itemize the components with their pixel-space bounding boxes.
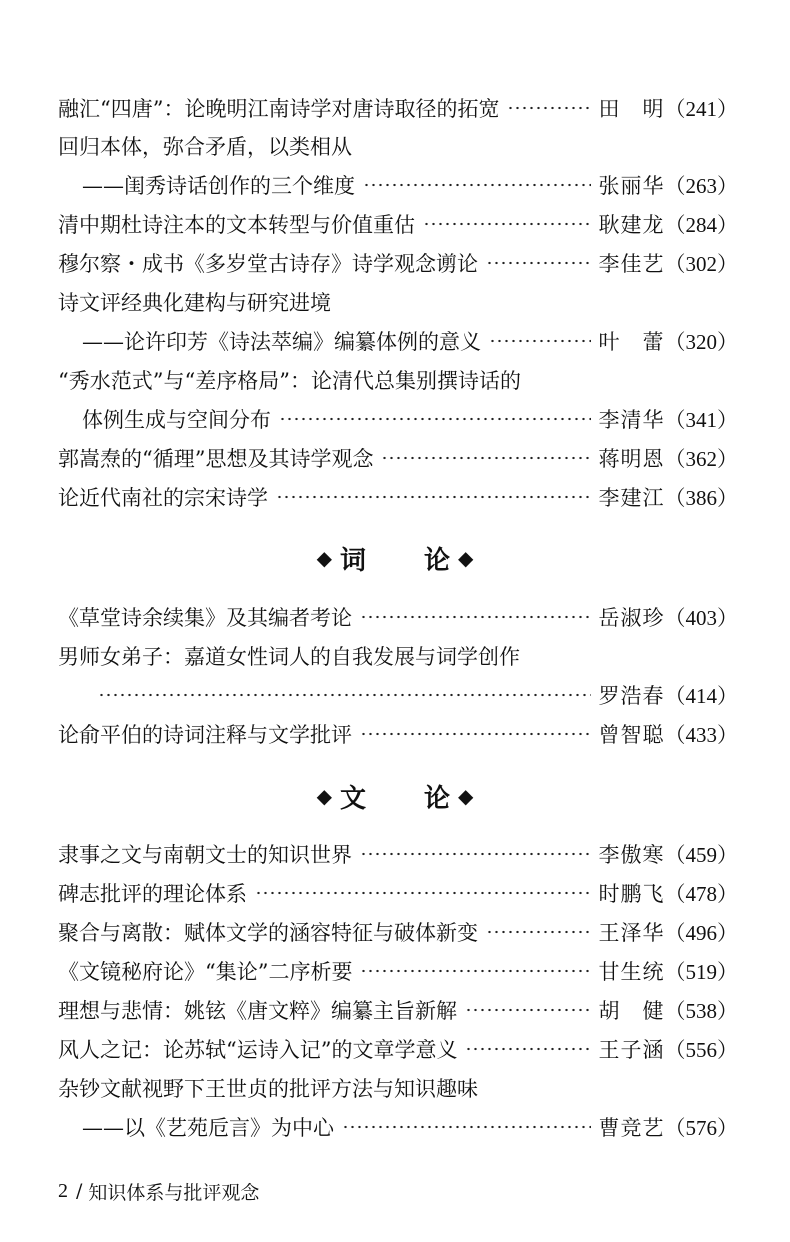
entry-title: 回归本体，弥合矛盾，以类相从 [58,135,352,159]
dot-leader [465,1047,590,1051]
entry-page: （241） [664,97,738,121]
toc-entry[interactable] [58,479,738,515]
toc-entry[interactable] [58,992,738,1028]
entry-page: （496） [664,921,738,945]
toc-entry[interactable] [82,323,738,359]
entry-title: “秀水范式”与“差序格局”：论清代总集别撰诗话的 [58,369,521,393]
diamond-icon: ◆ [458,546,474,570]
dot-leader [507,106,590,110]
entry-subtitle: ——以《艺苑卮言》为中心 [82,1116,334,1140]
entry-author: 岳淑珍 [598,606,665,630]
entry-author: 李清华 [598,408,665,432]
footer-page-number: 2 [58,1179,68,1202]
toc-entry[interactable] [58,599,738,635]
entry-page: （341） [664,408,738,432]
entry-page: （284） [664,213,738,237]
dot-leader [486,930,591,934]
dot-leader [98,693,591,697]
toc-entry[interactable] [82,1109,738,1145]
entry-page: （263） [664,174,738,198]
toc-entry[interactable] [58,206,738,242]
section-heading-ci [0,536,790,580]
entry-page: （538） [664,999,738,1023]
entry-title: 论俞平伯的诗词注释与文学批评 [58,723,352,747]
entry-title: 隶事之文与南朝文士的知识世界 [58,843,352,867]
toc-entry[interactable] [58,245,738,281]
entry-page: （320） [664,330,738,354]
entry-page: （556） [664,1038,738,1062]
entry-author: 田 明 [598,97,665,121]
entry-title-continued: 体例生成与空间分布 [82,408,271,432]
toc-entry[interactable] [58,362,738,398]
entry-title: 穆尔察・成书《多岁堂古诗存》诗学观念谫论 [58,252,478,276]
toc-entry[interactable] [58,638,738,674]
entry-title: 风人之记：论苏轼“运诗入记”的文章学意义 [58,1038,458,1062]
dot-leader [360,615,591,619]
section-char: 文 [339,783,366,814]
entry-author: 李建江 [598,486,665,510]
toc-entry[interactable] [82,401,738,437]
dot-leader [486,261,591,265]
section-heading-wen [0,774,790,818]
footer-book-title: 知识体系与批评观念 [88,1181,260,1204]
toc-entry[interactable] [58,440,738,476]
entry-page: （519） [664,960,738,984]
entry-subtitle: ——论许印芳《诗法萃编》编纂体例的意义 [82,330,481,354]
toc-entry[interactable] [82,677,738,713]
dot-leader [342,1125,591,1129]
entry-author: 胡 健 [598,999,665,1023]
entry-author: 蒋明恩 [598,447,665,471]
dot-leader [255,891,591,895]
entry-page: （362） [664,447,738,471]
toc-entry[interactable] [58,716,738,752]
toc-entry[interactable] [58,90,738,126]
section-char: 论 [424,545,451,576]
entry-page: （414） [664,684,738,708]
dot-leader [363,183,591,187]
entry-author: 甘生统 [598,960,665,984]
dot-leader [381,456,590,460]
entry-page: （576） [664,1116,738,1140]
toc-entry[interactable] [58,836,738,872]
page-footer [58,1174,259,1208]
entry-author: 李傲寒 [598,843,665,867]
entry-title: 融汇“四唐”：论晚明江南诗学对唐诗取径的拓宽 [58,97,500,121]
entry-title: 论近代南社的宗宋诗学 [58,486,268,510]
dot-leader [276,495,591,499]
entry-page: （403） [664,606,738,630]
footer-separator: / [76,1180,83,1202]
toc-entry[interactable] [58,1070,738,1106]
entry-author: 王子涵 [598,1038,665,1062]
entry-subtitle: ——闺秀诗话创作的三个维度 [82,174,355,198]
entry-author: 曹竞艺 [598,1116,665,1140]
entry-page: （433） [664,723,738,747]
toc-entry[interactable] [58,953,738,989]
entry-author: 李佳艺 [598,252,665,276]
entry-author: 罗浩春 [598,684,665,708]
entry-page: （459） [664,843,738,867]
entry-author: 曾智聪 [598,723,665,747]
entry-author: 张丽华 [598,174,665,198]
entry-title: 《草堂诗余续集》及其编者考论 [58,606,352,630]
dot-leader [489,339,591,343]
toc-entry[interactable] [58,914,738,950]
entry-author: 耿建龙 [598,213,665,237]
entry-page: （386） [664,486,738,510]
diamond-icon: ◆ [458,784,474,808]
section-char: 论 [424,783,451,814]
toc-entry[interactable] [58,875,738,911]
entry-title: 聚合与离散：赋体文学的涵容特征与破体新变 [58,921,478,945]
dot-leader [423,222,591,226]
dot-leader [360,732,591,736]
entry-author: 叶 蕾 [598,330,665,354]
diamond-icon: ◆ [316,784,332,808]
toc-entry[interactable] [58,1031,738,1067]
dot-leader [360,852,591,856]
toc-entry[interactable] [82,167,738,203]
dot-leader [465,1008,591,1012]
entry-title: 杂钞文献视野下王世贞的批评方法与知识趣味 [58,1077,478,1101]
entry-author: 王泽华 [598,921,665,945]
entry-title: 《文镜秘府论》“集论”二序析要 [58,960,353,984]
entry-page: （478） [664,882,738,906]
entry-title: 清中期杜诗注本的文本转型与价值重估 [58,213,415,237]
dot-leader [360,969,590,973]
dot-leader [279,417,591,421]
entry-title: 男师女弟子：嘉道女性词人的自我发展与词学创作 [58,645,520,669]
entry-title: 诗文评经典化建构与研究进境 [58,291,331,315]
section-char: 词 [339,545,366,576]
entry-title: 碑志批评的理论体系 [58,882,247,906]
diamond-icon: ◆ [316,546,332,570]
toc-entry[interactable] [58,284,738,320]
entry-page: （302） [664,252,738,276]
entry-title: 郭嵩焘的“循理”思想及其诗学观念 [58,447,374,471]
toc-entry[interactable] [58,128,738,164]
entry-author: 时鹏飞 [598,882,665,906]
entry-title: 理想与悲情：姚铉《唐文粹》编纂主旨新解 [58,999,457,1023]
